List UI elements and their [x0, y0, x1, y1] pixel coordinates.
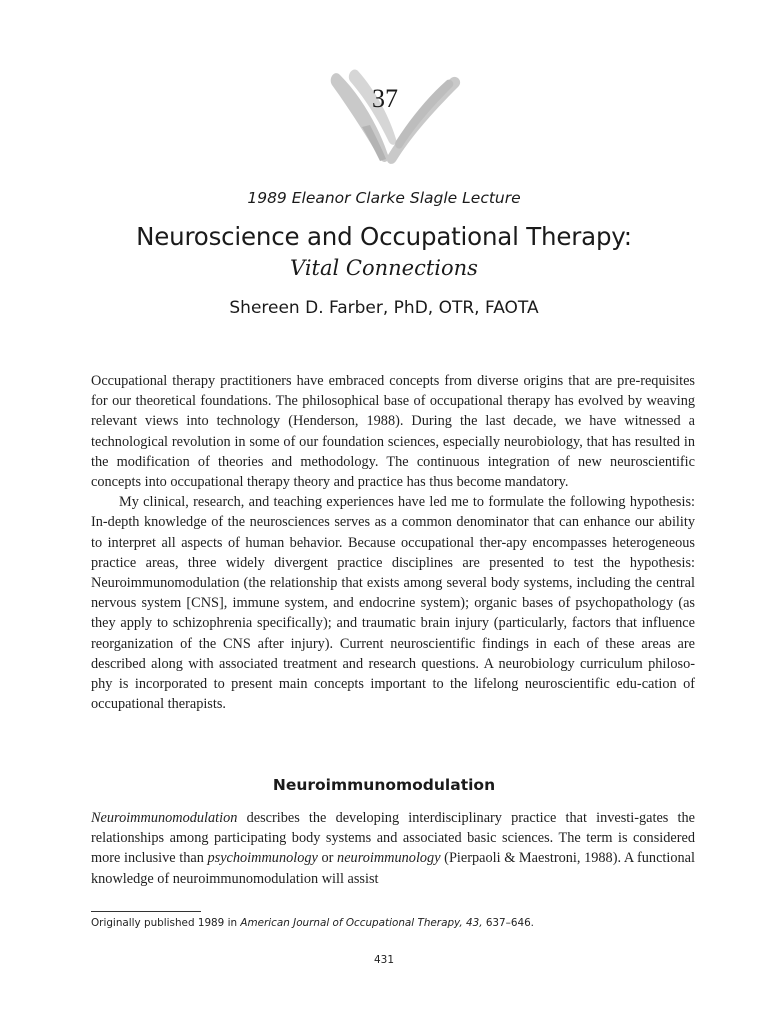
lecture-line: 1989 Eleanor Clarke Slagle Lecture	[247, 189, 521, 207]
footnote-divider	[91, 911, 201, 912]
paragraph-text: describes the developing interdisciplinary practice that investi-gates the relationships among participating body systems and associated basic sciences. The term is considered more inclusive than	[91, 810, 695, 867]
page-title: Neuroscience and Occupational Therapy:	[136, 222, 632, 251]
page-subtitle: Vital Connections	[290, 256, 478, 280]
paragraph: Occupational therapy practitioners have embraced concepts from diverse origins that are pre-requisites for our theoretical foundations. The philosophical base of occupational therapy has evolved by weaving relevant views into technology (Henderson, 1988). During the last decade, we have witnessed a technological revolution in some of our foundation sciences, especially neurobiology, that has resulted in the modification of theories and methodology. The continuous integration of new neuroscientific concepts into occupational therapy theory and practice has thus become mandatory.	[91, 373, 695, 491]
paragraph-text: (Pierpaoli & Maestroni, 1988). A functional knowledge of neuroimmunomodulation will assist	[91, 850, 695, 887]
footnote-pages: 637–646.	[482, 917, 534, 929]
intro-text	[91, 371, 695, 714]
paragraph: My clinical, research, and teaching experiences have led me to formulate the following hypothesis: In-depth knowledge of the neurosciences serves as a common denominator that can enhance our ability to interpret all aspects of human behavior. Because occupational ther-apy encompasses heterogeneous practice areas, three widely divergent practice disciplines are presented to test the hypothesis: Neuroimmunomodulation (the relationship that exists among several body systems, including the central nervous system [CNS], immune system, and endocrine system); organic bases of psychopathology (as they apply to schizophrenia specifically); and traumatic brain injury (particularly, factors that influence reorganization of the CNS after injury). Current neuroscientific findings in each of these areas are described along with associated treatment and research questions. A neurobiology curriculum philoso-phy is incorporated to present main concepts important to the lifelong neuroscientific edu-cation of occupational therapists.	[91, 494, 695, 713]
term-neuroimmunology: neuroimmunology	[337, 850, 441, 867]
paragraph	[91, 808, 695, 889]
section-body	[91, 808, 695, 889]
brush-stroke-chevron-icon	[300, 55, 480, 175]
footnote-journal: American Journal of Occupational Therapy, 43,	[240, 917, 483, 929]
term-psychoimmunology: psychoimmunology	[207, 850, 318, 867]
page-number: 431	[373, 954, 395, 966]
author-line: Shereen D. Farber, PhD, OTR, FAOTA	[229, 298, 539, 318]
section-heading: Neuroimmunomodulation	[272, 776, 496, 794]
term-neuroimmunomodulation: Neuroimmunomodulation	[91, 810, 238, 826]
chapter-number: 37	[372, 84, 398, 113]
footnote	[91, 917, 711, 929]
paragraph-text: or	[317, 850, 338, 867]
footnote-prefix: Originally published 1989 in	[91, 917, 241, 929]
